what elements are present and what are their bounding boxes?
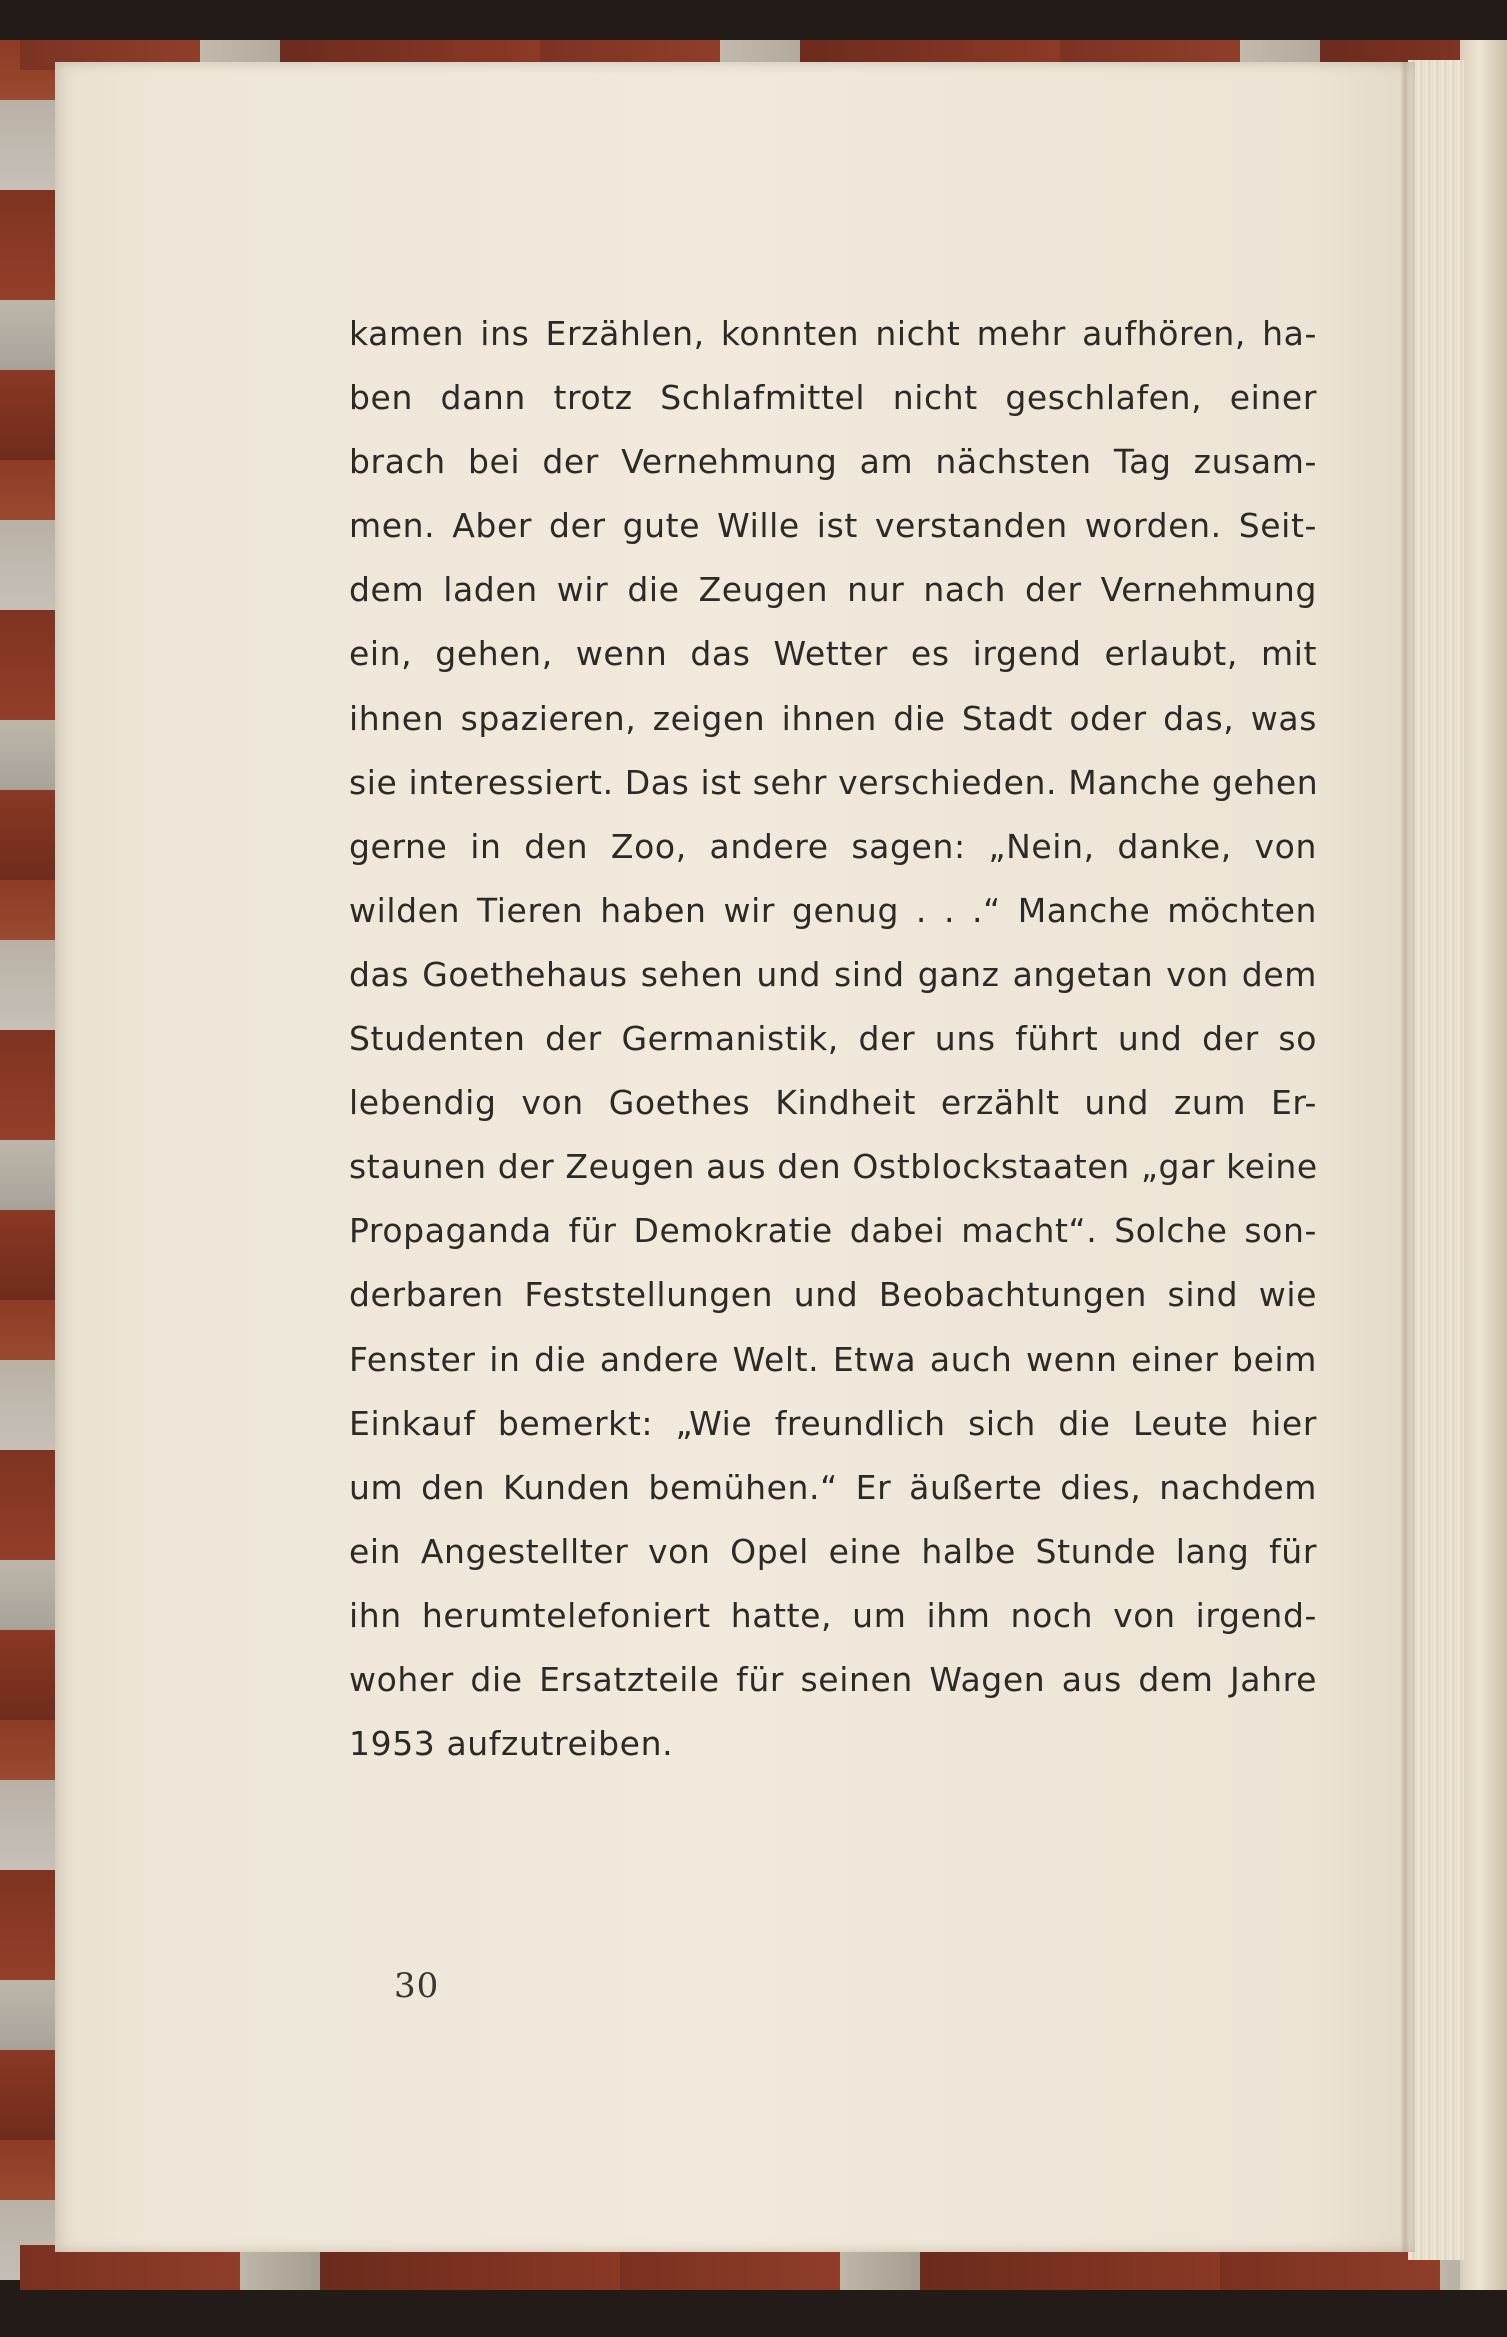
text-line: dem laden wir die Zeugen nur nach der Vernehmung xyxy=(349,570,1317,610)
cover-board-right xyxy=(1460,40,1507,2290)
text-line: Propaganda für Demokratie dabei macht“. Solche son- xyxy=(349,1211,1317,1251)
page-number: 30 xyxy=(394,1966,440,2006)
text-line: ein, gehen, wenn das Wetter es irgend erlaubt, mit xyxy=(349,634,1317,674)
page-gutter xyxy=(1400,62,1410,2252)
text-line: men. Aber der gute Wille ist verstanden worden. Seit- xyxy=(349,506,1317,546)
text-line: das Goethehaus sehen und sind ganz angetan von dem xyxy=(349,954,1317,994)
text-line: ein Angestellter von Opel eine halbe Stunde lang für xyxy=(349,1531,1317,1571)
text-line: ben dann trotz Schlafmittel nicht geschlafen, einer xyxy=(349,378,1317,418)
text-line: lebendig von Goethes Kindheit erzählt und zum Er- xyxy=(349,1083,1317,1123)
text-line: staunen der Zeugen aus den Ostblockstaaten „gar keine xyxy=(349,1147,1318,1187)
text-line: woher die Ersatzteile für seinen Wagen aus dem Jahre xyxy=(349,1659,1317,1699)
text-line: gerne in den Zoo, andere sagen: „Nein, danke, von xyxy=(349,826,1317,866)
text-line: wilden Tieren haben wir genug . . .“ Manche möchten xyxy=(349,890,1317,930)
text-line: Fenster in die andere Welt. Etwa auch wenn einer beim xyxy=(349,1339,1317,1379)
text-line: Studenten der Germanistik, der uns führt und der so xyxy=(349,1019,1317,1059)
text-line: ihn herumtelefoniert hatte, um ihm noch von irgend- xyxy=(349,1595,1317,1635)
text-line: kamen ins Erzählen, konnten nicht mehr aufhören, ha- xyxy=(349,314,1317,353)
text-line: Einkauf bemerkt: „Wie freundlich sich die Leute hier xyxy=(349,1403,1317,1443)
text-line: sie interessiert. Das ist sehr verschieden. Manche gehen xyxy=(349,762,1319,802)
body-text xyxy=(349,302,1317,1776)
text-line: brach bei der Vernehmung am nächsten Tag zusam- xyxy=(349,442,1317,482)
text-line: derbaren Feststellungen und Beobachtungen sind wie xyxy=(349,1275,1317,1315)
text-line-last: 1953 aufzutreiben. xyxy=(349,1724,674,1764)
page-stack-edge xyxy=(1408,60,1464,2260)
text-line: ihnen spazieren, zeigen ihnen die Stadt oder das, was xyxy=(349,698,1317,738)
text-line: um den Kunden bemühen.“ Er äußerte dies, nachdem xyxy=(349,1467,1317,1507)
